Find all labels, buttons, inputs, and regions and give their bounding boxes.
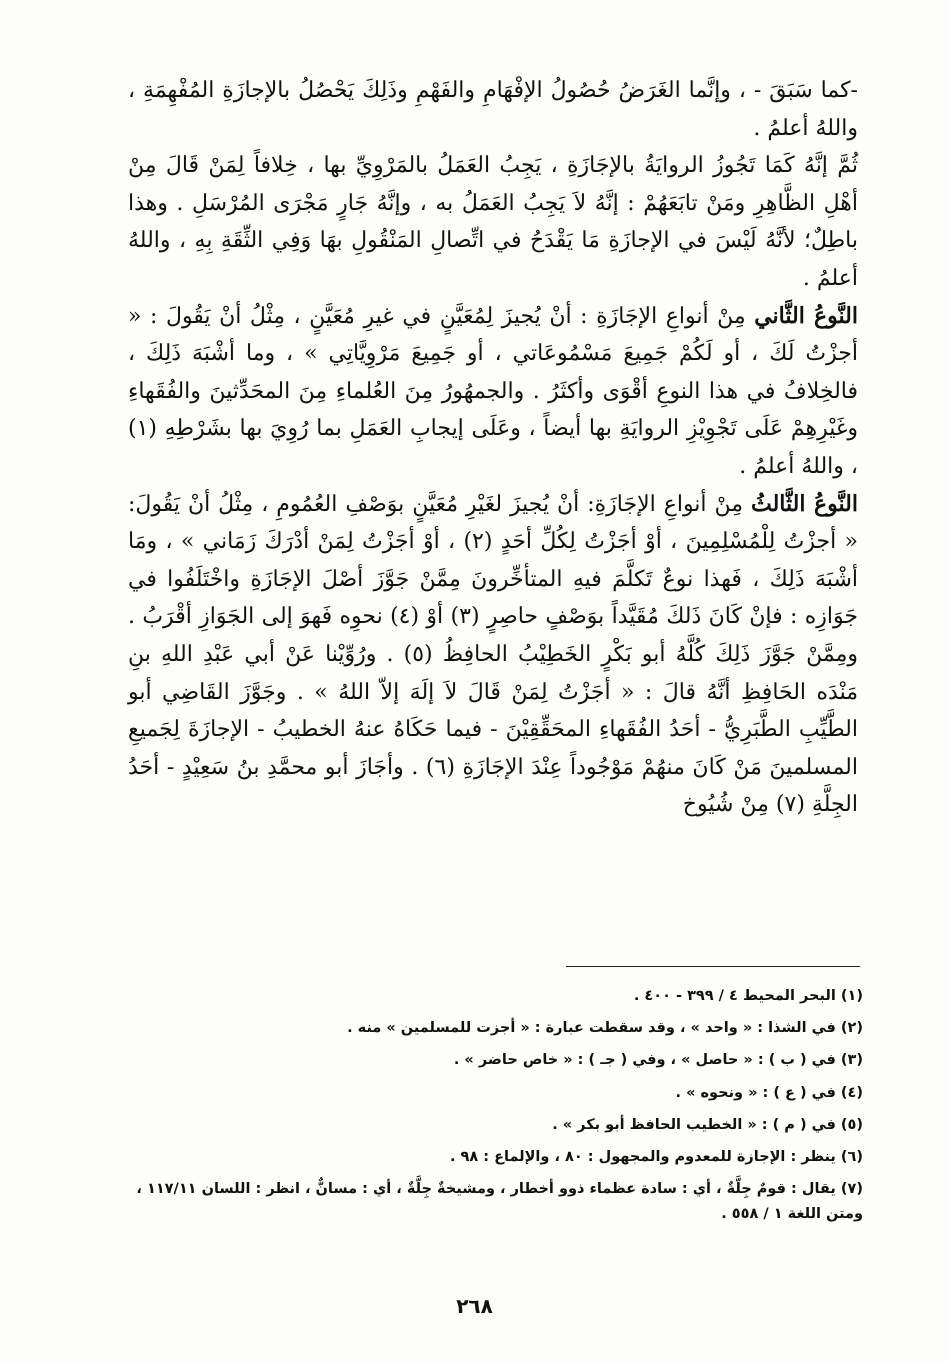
- footnote-5: (٥) في ( م ) : « الخطيب الحافظ أبو بكر » .: [552, 1116, 863, 1133]
- paragraph-text: -كما سَبَقَ - ، وإنَّما الغَرَضُ حُصُولُ الإفْهَامِ والفَهْمِ وذَلِكَ يَحْصُلُ بالإجازَةِ المُفْهِمَةِ ، واللهُ أعلمُ .: [128, 78, 858, 141]
- paragraph-1: [128, 72, 858, 147]
- footnotes: [100, 984, 863, 1228]
- paragraph-2: [128, 147, 858, 297]
- paragraph-3: [128, 298, 858, 486]
- footnote-2: (٢) في الشذا : « واحد » ، وقد سقطت عبارة : « أجزت للمسلمين » منه .: [347, 1020, 863, 1037]
- footnote-1: (١) البحر المحيط ٤ / ٣٩٩ - ٤٠٠ .: [633, 988, 863, 1004]
- page-number: ٢٦٨: [456, 1294, 493, 1318]
- paragraph-text: مِنْ أنواعِ الإجَازَةِ : أنْ يُجيزَ لِمُعَيَّنٍ في غيرِ مُعَيَّنٍ ، مِثْلُ أنْ يَقُولَ : « أجزْتُ لَكَ ، أو لَكُمْ جَمِيعَ مَسْمُوعَاتي ، أو جَمِيعَ مَرْوِيَّاتِي » ، وما أشْبَهَ ذَلِكَ ، فالخِلافُ في هذا النوعِ أقْوَى وأكثَرُ . والجمهُورُ مِنَ العُلماءِ مِنَ المحَدِّثينَ والفُقَهاءِ وغَيْرِهِمْ عَلَى تَجْوِيْزِ الروايَةِ بها أيضاً ، وعَلَى إيجابِ العَمَلِ بما رُوِيَ بها بشَرْطِهِ (١) ، واللهُ أعلمُ .: [128, 303, 858, 479]
- main-text: [128, 72, 858, 824]
- section-heading: النَّوعُ الثَّالثُ: [750, 490, 858, 517]
- footnote-separator: [566, 966, 860, 967]
- paragraph-4: [128, 486, 858, 824]
- paragraph-text: مِنْ أنواعِ الإجَازَةِ: أنْ يُجيزَ لغَيْرِ مُعَيَّنٍ بوَصْفِ العُمُومِ ، مِثْلُ أنْ يَقُولَ: « أجزْتُ لِلْمُسْلِمِينَ ، أوْ أجَزْتُ لِكُلِّ أحَدٍ (٢) ، أوْ أجَزْتُ لِمَنْ أدْرَكَ زَمَاني » ، ومَا أشْبَهَ ذَلِكَ ، فَهذا نوعٌ تَكلَّمَ فيهِ المتأخِّرونَ مِمَّنْ جَوَّزَ أصْلَ الإجَازَةِ واخْتَلَفُوا في جَوَازِه : فإنْ كَانَ ذَلكَ مُقَيَّداً بوَصْفٍ حاصِرٍ (٣) أوْ (٤) نحوِه فَهوَ إلى الجَوَازِ أقْرَبُ . ومِمَّنْ جَوَّزَ ذَلِكَ كُلَّهُ أبو بَكْرٍ الخَطِيْبُ الحافِظُ (٥) . ورُوِّيْنا عَنْ أبي عَبْدِ اللهِ بنِ مَنْدَه الحَافِظِ أنَّهُ قالَ : « أجَزْتُ لِمَنْ قَالَ لاَ إلَهَ إلاّ اللهُ » . وجَوَّزَ القَاضِي أبو الطَّيِّبِ الطَّبَرِيُّ - أحَدُ الفُقَهاءِ المحَقِّقِيْنَ - فيما حَكَاهُ عنهُ الخطيبُ - الإجازَةَ لِجَميعِ المسلمينَ مَنْ كَانَ منهُمْ مَوْجُوداً عِنْدَ الإجَازَةِ (٦) . وأجَازَ أبو محمَّدِ بنُ سَعِيْدٍ - أحَدُ الجِلَّةِ (٧) مِنْ شُيُوخ: [128, 491, 858, 818]
- section-heading: النَّوعُ الثَّاني: [754, 302, 858, 329]
- footnote-4: (٤) في ( ع ) : « ونحوه » .: [675, 1084, 863, 1101]
- footnote-3: (٣) في ( ب ) : « حاصل » ، وفي ( جـ ) : « خاص حاضر » .: [453, 1052, 863, 1069]
- footnote-7: (٧) يقال : قومٌ جِلَّةٌ ، أي : سادة عظماء ذوو أخطار ، ومشيخةٌ جِلَّةٌ ، أي : مسانٌّ ، انظر : اللسان ١١٧/١١ ، ومتن اللغة ١ / ٥٥٨ .: [136, 1181, 863, 1223]
- footnote-6: (٦) ينظر : الإجازة للمعدوم والمجهول : ٨٠ ، والإلماع : ٩٨ .: [449, 1149, 863, 1166]
- paragraph-text: ثُمَّ إنَّهُ كَمَا تَجُوزُ الروايَةُ بالإجَازَةِ ، يَجِبُ العَمَلُ بالمَرْوِيِّ بها ، خِلافاً لِمَنْ قَالَ مِنْ أهْلِ الظَّاهِرِ ومَنْ تابَعَهُمْ : إنَّهُ لاَ يَجِبُ العَمَلُ به ، وإنَّهُ جَارٍ مَجْرَى المُرْسَلِ . وهذا باطِلٌ؛ لأنَّهُ لَيْسَ في الإجازَةِ مَا يَقْدَحُ في اتِّصالِ المَنْقُولِ بهَا وَفِي الثِّقَةِ بِهِ ، واللهُ أعلمُ .: [128, 153, 858, 291]
